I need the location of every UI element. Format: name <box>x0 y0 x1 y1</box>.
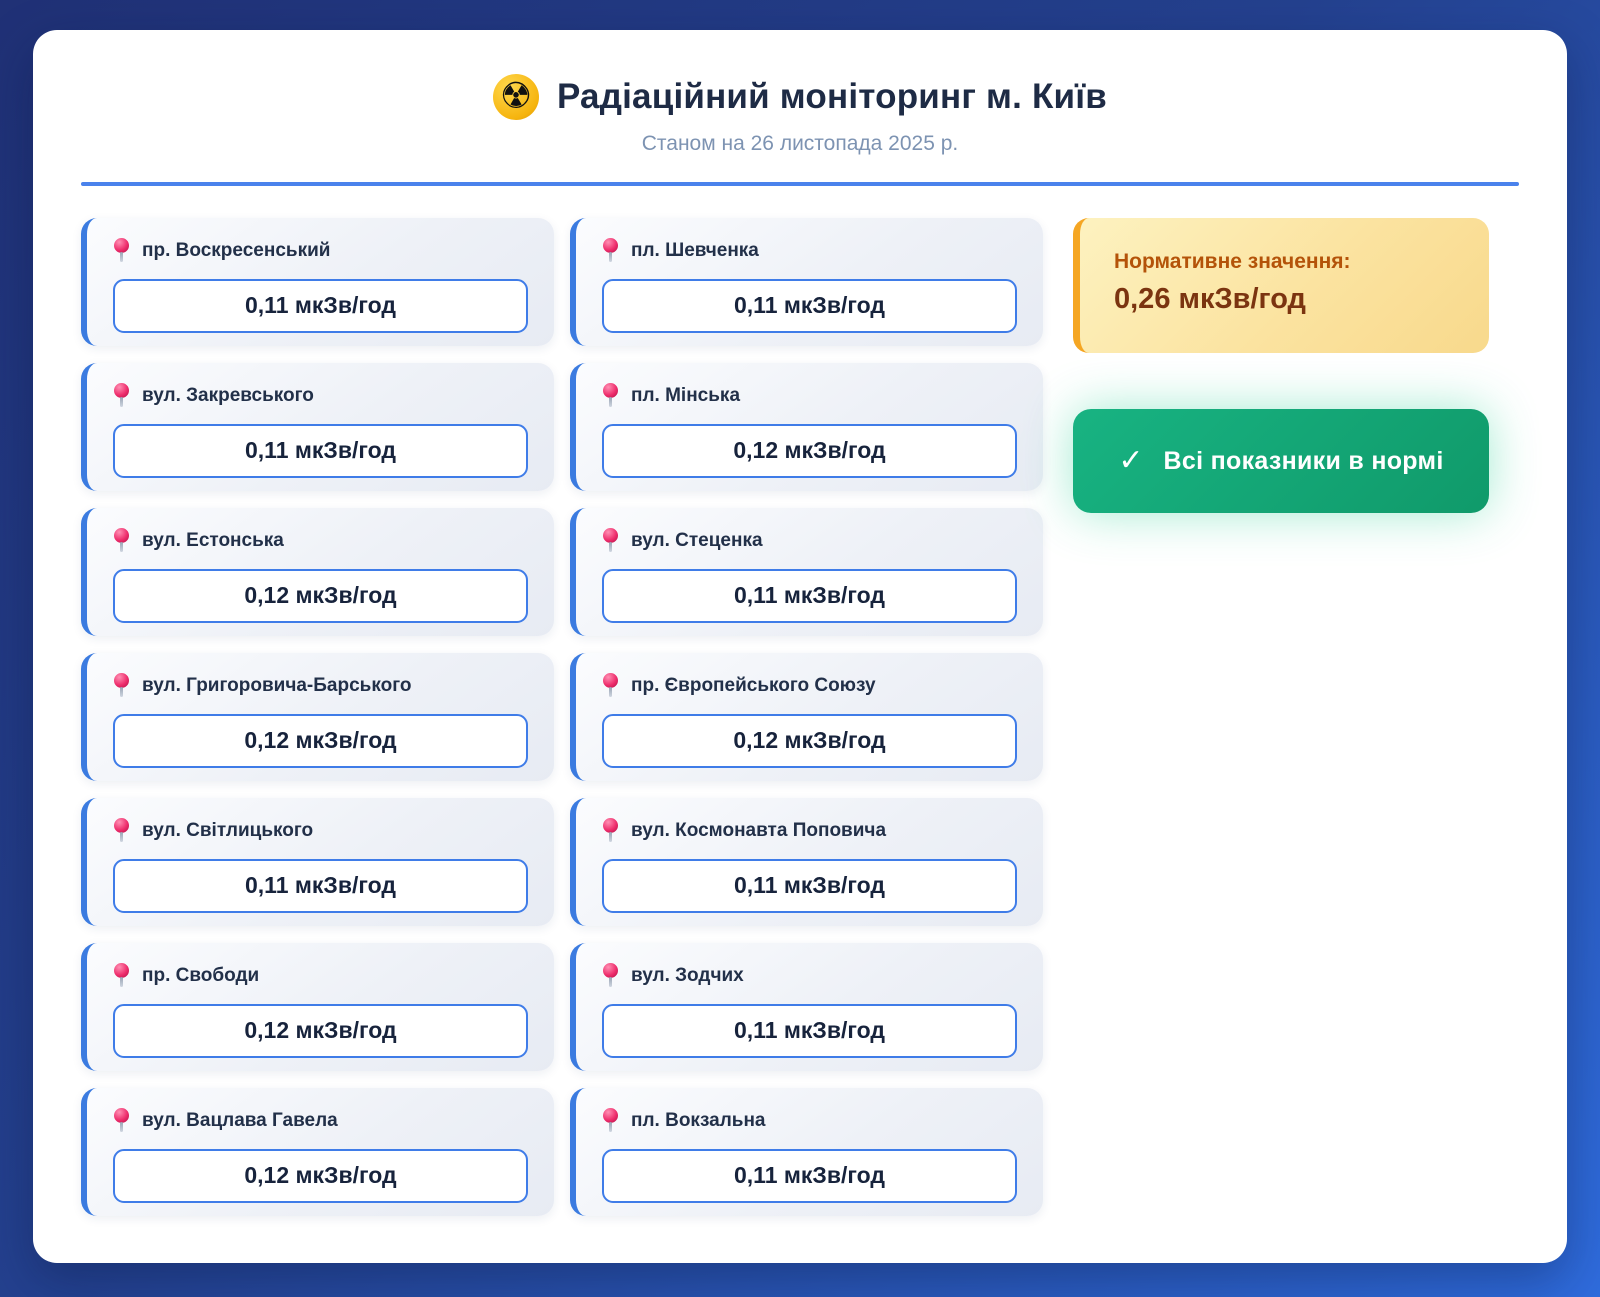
station-name: вул. Вацлава Гавела <box>142 1110 338 1131</box>
station-card <box>81 1088 554 1216</box>
stations-grid <box>81 218 1043 1216</box>
content <box>81 218 1519 1216</box>
station-value-input[interactable]: 0,12 мкЗв/год <box>113 1149 528 1203</box>
header <box>81 74 1519 186</box>
status-label: Всі показники в нормі <box>1163 446 1444 475</box>
pin-icon <box>113 963 129 989</box>
station-name: пр. Європейського Союзу <box>631 675 876 696</box>
station-name: пл. Вокзальна <box>631 1110 766 1131</box>
pin-icon <box>602 383 618 409</box>
pin-icon <box>602 673 618 699</box>
page-subtitle: Станом на 26 листопада 2025 р. <box>641 132 959 155</box>
radiation-icon: ☢ <box>493 74 539 120</box>
station-name: пл. Шевченка <box>631 240 759 261</box>
page-title: Радіаційний моніторинг м. Київ <box>556 77 1108 116</box>
station-card <box>81 218 554 346</box>
pin-icon <box>113 1108 129 1134</box>
station-card <box>570 653 1043 781</box>
station-value-input[interactable]: 0,11 мкЗв/год <box>602 1149 1017 1203</box>
station-card <box>570 363 1043 491</box>
station-value-input[interactable]: 0,11 мкЗв/год <box>602 859 1017 913</box>
station-card <box>81 363 554 491</box>
sidebar <box>1073 218 1489 1216</box>
station-value-input[interactable]: 0,12 мкЗв/год <box>113 1004 528 1058</box>
station-value-input[interactable]: 0,12 мкЗв/год <box>602 714 1017 768</box>
station-name: вул. Стеценка <box>631 530 763 551</box>
station-value-input[interactable]: 0,11 мкЗв/год <box>602 279 1017 333</box>
normative-value-label: Нормативне значення: <box>1114 250 1351 273</box>
station-name: пл. Мінська <box>631 385 741 406</box>
station-card <box>81 653 554 781</box>
check-icon: ✓ <box>1118 444 1144 477</box>
station-value-input[interactable]: 0,11 мкЗв/год <box>113 424 528 478</box>
pin-icon <box>113 818 129 844</box>
station-name: вул. Закревського <box>142 385 314 406</box>
station-card <box>81 943 554 1071</box>
pin-icon <box>113 673 129 699</box>
station-card <box>81 508 554 636</box>
station-name: пр. Воскресенський <box>142 240 331 261</box>
station-value-input[interactable]: 0,11 мкЗв/год <box>602 569 1017 623</box>
station-name: вул. Григоровича-Барського <box>142 675 412 696</box>
pin-icon <box>602 1108 618 1134</box>
station-value-input[interactable]: 0,11 мкЗв/год <box>113 279 528 333</box>
pin-icon <box>602 818 618 844</box>
station-card <box>570 798 1043 926</box>
station-name: вул. Зодчих <box>631 965 744 986</box>
header-divider <box>81 182 1519 186</box>
pin-icon <box>113 528 129 554</box>
station-name: вул. Космонавта Поповича <box>631 820 887 841</box>
normative-value: 0,26 мкЗв/год <box>1114 283 1306 315</box>
pin-icon <box>113 238 129 264</box>
station-value-input[interactable]: 0,12 мкЗв/год <box>113 714 528 768</box>
station-value-input[interactable]: 0,12 мкЗв/год <box>113 569 528 623</box>
station-value-input[interactable]: 0,12 мкЗв/год <box>602 424 1017 478</box>
pin-icon <box>602 238 618 264</box>
status-all-normal-button[interactable] <box>1073 409 1489 513</box>
dashboard-panel <box>33 30 1567 1263</box>
pin-icon <box>602 528 618 554</box>
station-name: вул. Естонська <box>142 530 284 551</box>
station-name: пр. Свободи <box>142 965 260 986</box>
station-card <box>570 218 1043 346</box>
station-card <box>570 508 1043 636</box>
pin-icon <box>602 963 618 989</box>
pin-icon <box>113 383 129 409</box>
normative-value-card <box>1073 218 1489 353</box>
station-card <box>81 798 554 926</box>
station-value-input[interactable]: 0,11 мкЗв/год <box>602 1004 1017 1058</box>
station-name: вул. Світлицького <box>142 820 314 841</box>
station-card <box>570 1088 1043 1216</box>
station-card <box>570 943 1043 1071</box>
station-value-input[interactable]: 0,11 мкЗв/год <box>113 859 528 913</box>
